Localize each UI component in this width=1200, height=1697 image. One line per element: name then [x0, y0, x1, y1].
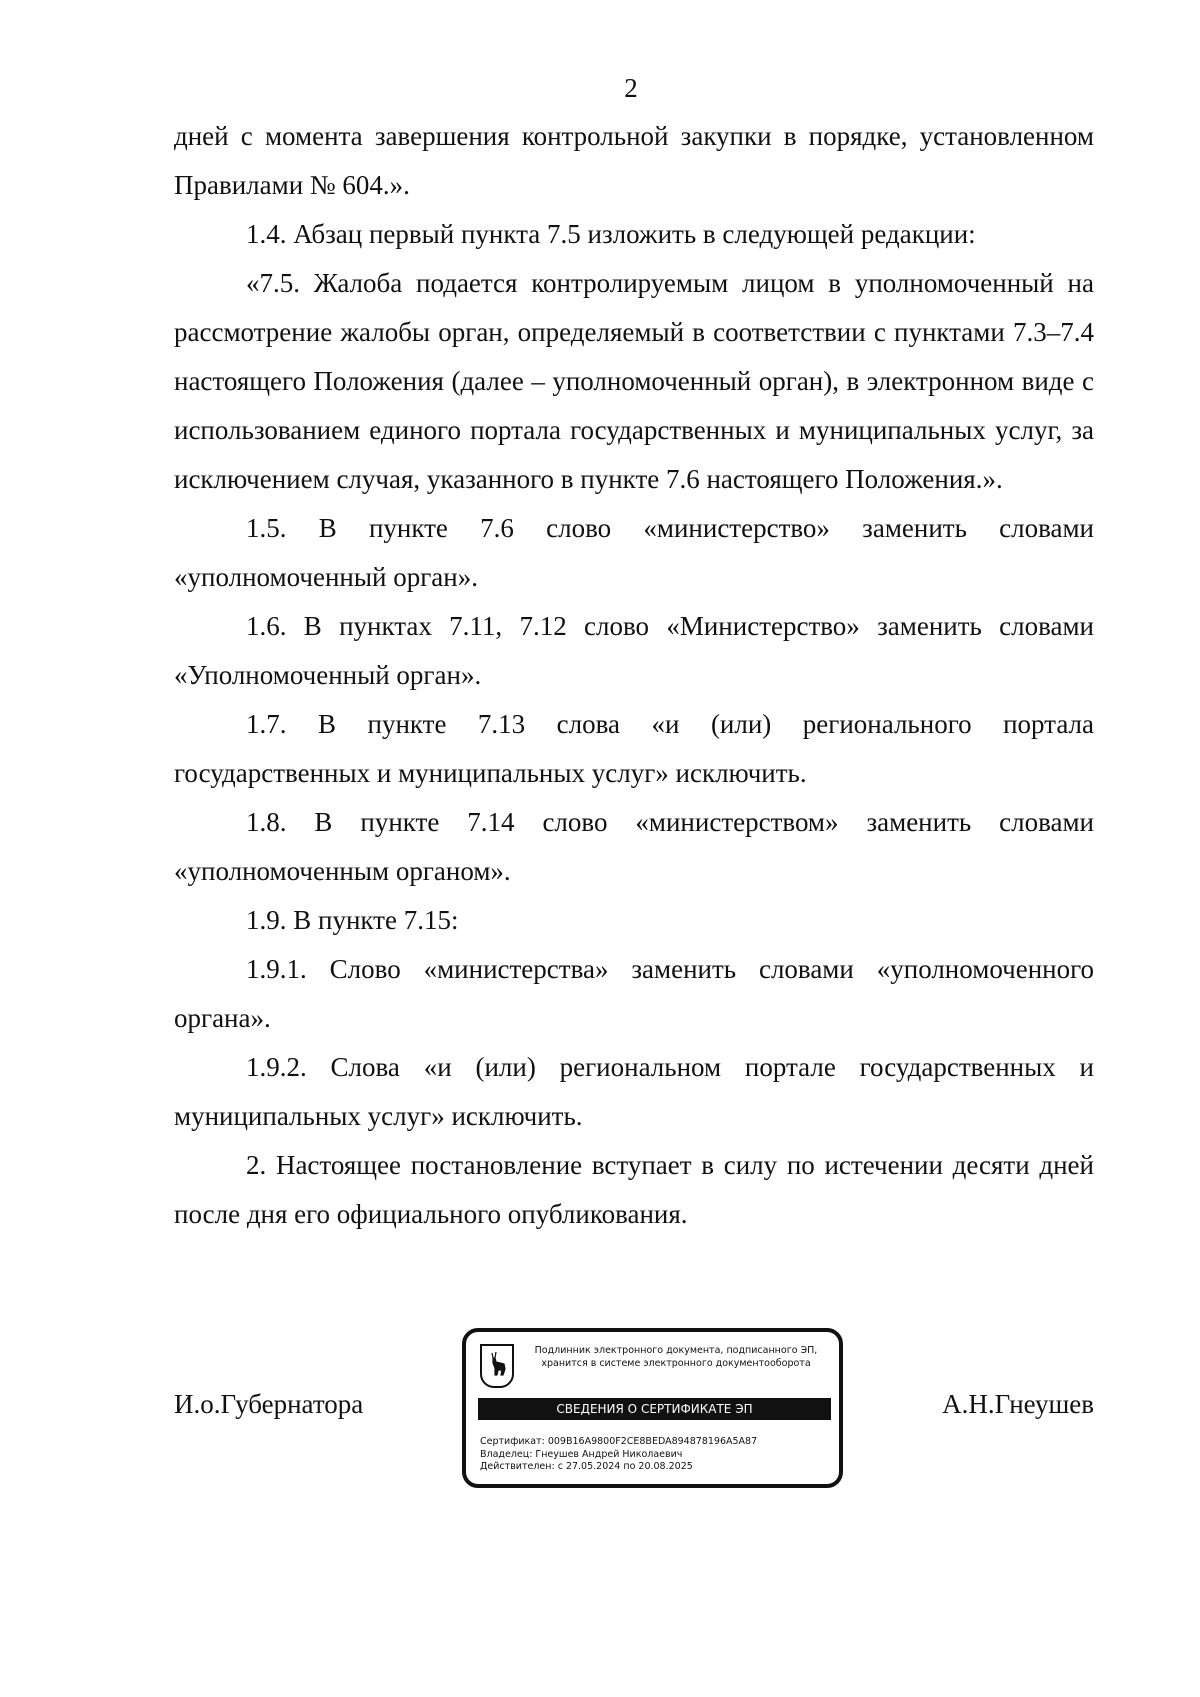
stamp-note — [520, 1344, 832, 1370]
document-body — [174, 112, 1094, 1239]
deer-emblem-icon — [480, 1344, 514, 1388]
stamp-note-line: хранится в системе электронного документооборота — [541, 1358, 811, 1369]
paragraph: 1.4. Абзац первый пункта 7.5 изложить в следующей редакции: — [246, 219, 976, 249]
stamp-note-line: Подлинник электронного документа, подписанного ЭП, — [534, 1345, 818, 1356]
signatory-position: И.о.Губернатора — [174, 1389, 364, 1419]
certificate-owner: Владелец: Гнеушев Андрей Николаевич — [480, 1448, 683, 1460]
signatory-name: А.Н.Гнеушев — [942, 1389, 1094, 1419]
paragraph: 1.5. В пункте 7.6 слово «министерство» заменить словами «уполномоченный орган». — [174, 513, 1094, 592]
certificate-number: Сертификат: 009B16A9800F2CE8BEDA894878196A5A87 — [480, 1436, 758, 1447]
paragraph: 2. Настоящее постановление вступает в силу по истечении десяти дней после дня его официального опубликования. — [174, 1150, 1094, 1229]
electronic-signature-stamp — [462, 1328, 843, 1488]
paragraph: 1.9.2. Слова «и (или) региональном портале государственных и муниципальных услуг» исключить. — [174, 1052, 1094, 1131]
paragraph: 1.8. В пункте 7.14 слово «министерством» заменить словами «уполномоченным органом». — [174, 807, 1094, 886]
paragraph: 1.7. В пункте 7.13 слова «и (или) регионального портала государственных и муниципальных услуг» исключить. — [174, 709, 1094, 788]
paragraph: 1.9.1. Слово «министерства» заменить словами «уполномоченного органа». — [174, 954, 1094, 1033]
paragraph: дней с момента завершения контрольной закупки в порядке, установленном Правилами № 604.». — [174, 121, 1094, 200]
paragraph: 1.6. В пунктах 7.11, 7.12 слово «Министерство» заменить словами «Уполномоченный орган». — [174, 611, 1094, 690]
page-number: 2 — [624, 73, 638, 103]
paragraph: «7.5. Жалоба подается контролируемым лицом в уполномоченный на рассмотрение жалобы орган, определяемый в соответствии с пунктами 7.3–7.4 настоящего Положения (далее – уполномоченный орган), в электронном виде с использованием единого портала государственных и муниципальных услуг, за исключением случая, указанного в пункте 7.6 настоящего Положения.». — [174, 268, 1094, 494]
paragraph: 1.9. В пункте 7.15: — [246, 905, 459, 935]
stamp-header: СВЕДЕНИЯ О СЕРТИФИКАТЕ ЭП — [478, 1398, 831, 1420]
certificate-validity: Действителен: с 27.05.2024 по 20.08.2025 — [480, 1461, 693, 1472]
stamp-details — [480, 1436, 757, 1474]
